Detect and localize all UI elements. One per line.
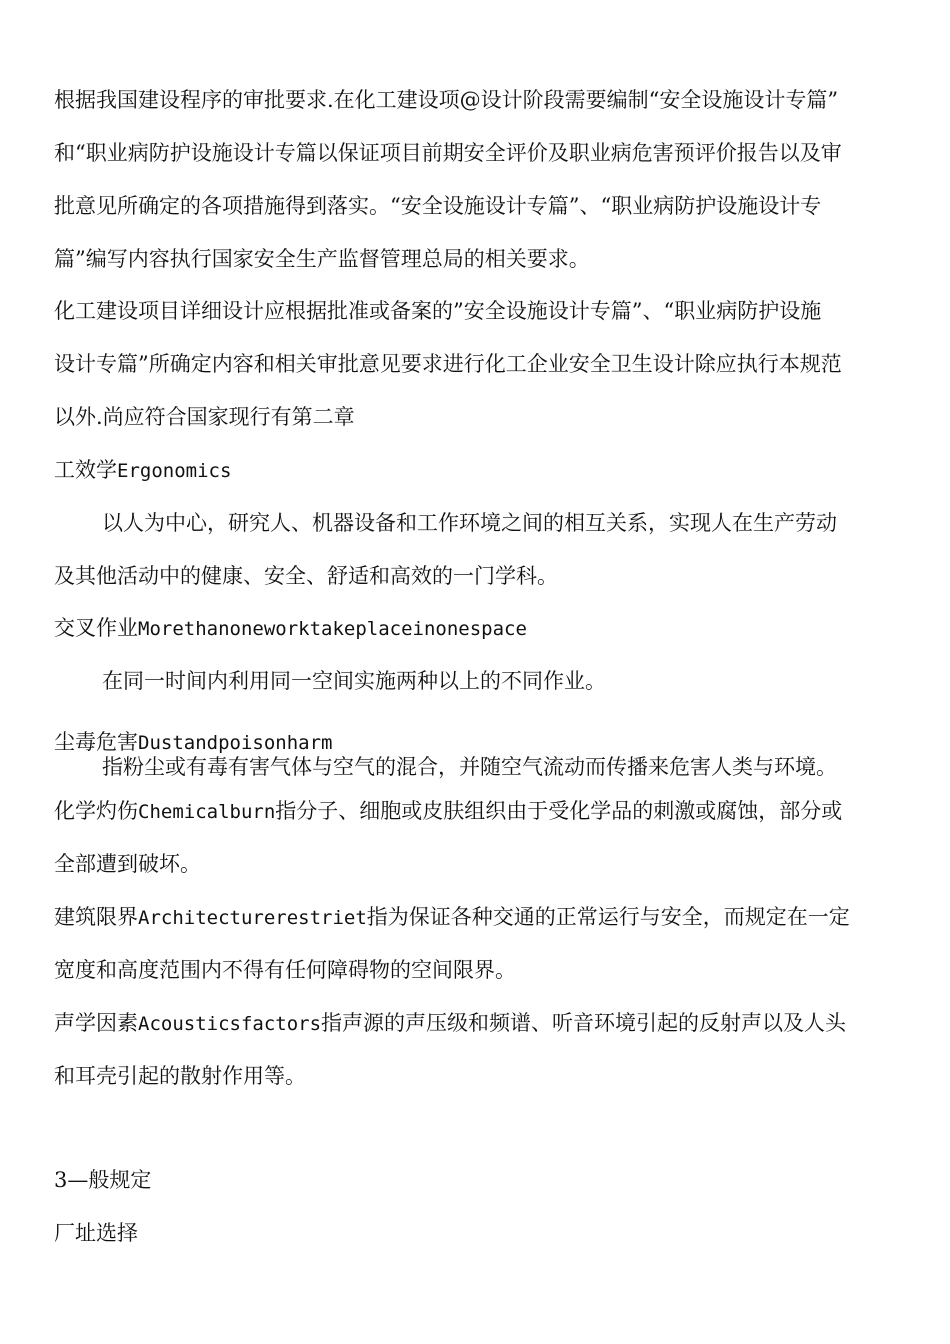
term-chemical-burn (54, 797, 842, 826)
paragraph-1-line-2: 和“职业病防护设施设计专篇以保证项目前期安全评价及职业病危害预评价报告以及审 (54, 141, 842, 165)
section-heading-site-selection: 厂址选择 (54, 1221, 138, 1245)
section-heading-general: 3—般规定 (54, 1168, 152, 1192)
term-ergonomics-en: Ergonomics (117, 460, 232, 482)
term-cross-work (54, 614, 527, 643)
paragraph-1-line-3: 批意见所确定的各项措施得到落实。“安全设施设计专篇”、“职业病防护设施设计专 (54, 194, 822, 218)
term-ergonomics-zh: 工效学 (54, 458, 117, 482)
term-ergonomics-def-line-1: 以人为中心，研究人、机器设备和工作环境之间的相互关系，实现人在生产劳动 (102, 511, 837, 535)
term-cross-work-zh: 交叉作业 (54, 616, 138, 640)
paragraph-1-line-4: 篇”编写内容执行国家安全生产监督管理总局的相关要求。 (54, 247, 590, 271)
term-acoustics-factors-zh: 声学因素 (54, 1011, 138, 1035)
term-acoustics-factors-def-line-1: 指声源的声压级和频谱、听音环境引起的反射声以及人头 (321, 1011, 847, 1035)
term-architecture-restriction-en: Architecturerestriet (138, 907, 367, 929)
term-ergonomics-def-line-2: 及其他活动中的健康、安全、舒适和高效的一门学科。 (54, 564, 558, 588)
paragraph-2-line-1: 化工建设项目详细设计应根据批准或备案的”安全设施设计专篇”、“职业病防护设施 (54, 299, 822, 323)
term-architecture-restriction (54, 903, 850, 932)
term-cross-work-def: 在同一时间内利用同一空间实施两种以上的不同作业。 (102, 669, 606, 693)
term-dust-poison-def: 指粉尘或有毒有害气体与空气的混合，并随空气流动而传播来危害人类与环境。 (102, 755, 837, 779)
term-dust-poison-zh: 尘毒危害 (54, 730, 138, 754)
term-acoustics-factors (54, 1009, 846, 1038)
term-chemical-burn-en: Chemicalburn (138, 801, 276, 823)
term-ergonomics (54, 456, 231, 485)
term-chemical-burn-def-line-1: 指分子、细胞或皮肤组织由于受化学品的刺激或腐蚀，部分或 (275, 799, 843, 823)
term-dust-poison-en: Dustandpoisonharm (138, 732, 333, 754)
term-architecture-restriction-zh: 建筑限界 (54, 905, 138, 929)
term-cross-work-en: Morethanoneworktakeplaceinonespace (138, 618, 527, 640)
paragraph-1-line-1: 根据我国建设程序的审批要求.在化工建设项@设计阶段需要编制“安全设施设计专篇” (54, 88, 839, 112)
paragraph-2-line-2: 设计专篇”所确定内容和相关审批意见要求进行化工企业安全卫生设计除应执行本规范 (54, 352, 842, 376)
term-acoustics-factors-en: Acousticsfactors (138, 1013, 322, 1035)
term-architecture-restriction-def-line-1: 指为保证各种交通的正常运行与安全，而规定在一定 (366, 905, 850, 929)
term-architecture-restriction-def-line-2: 宽度和高度范围内不得有任何障碍物的空间限界。 (54, 958, 516, 982)
paragraph-2-line-3: 以外.尚应符合国家现行有第二章 (54, 405, 355, 429)
term-chemical-burn-def-line-2: 全部遭到破坏。 (54, 852, 201, 876)
term-acoustics-factors-def-line-2: 和耳壳引起的散射作用等。 (54, 1064, 306, 1088)
term-chemical-burn-zh: 化学灼伤 (54, 799, 138, 823)
